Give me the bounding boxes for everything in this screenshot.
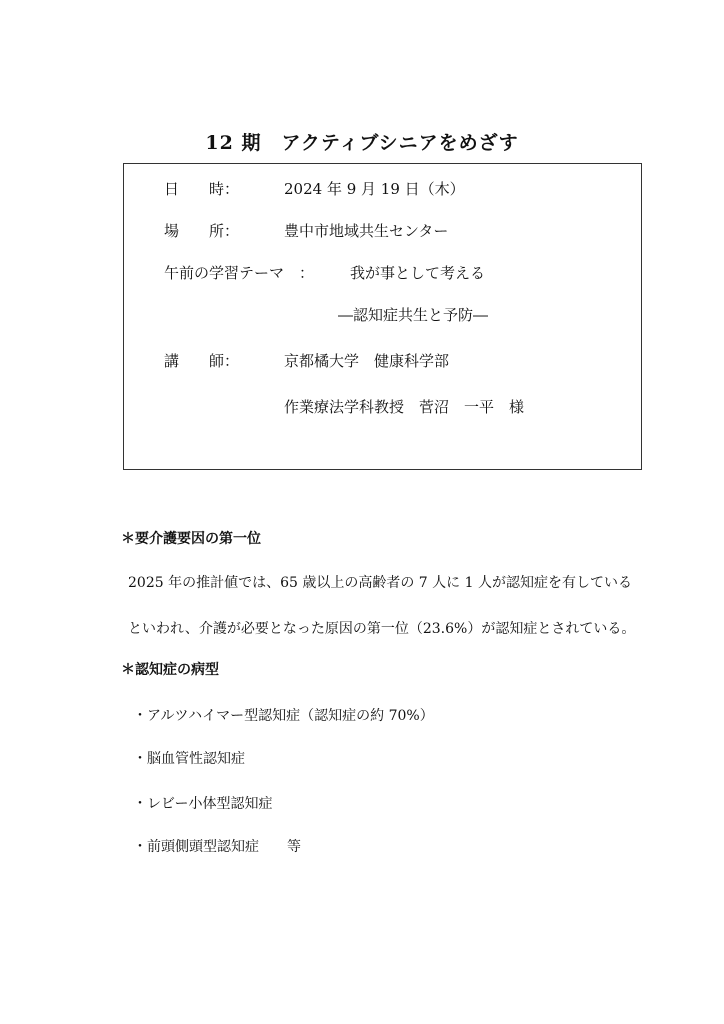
- theme-value: 我が事として考える: [350, 264, 486, 282]
- lecturer-affiliation: 京都橘大学 健康科学部: [284, 352, 450, 370]
- list-item: ・脳血管性認知症: [133, 751, 245, 767]
- list-item: ・前頭側頭型認知症 等: [133, 839, 301, 855]
- paragraph-line: といわれ、介護が必要となった原因の第一位（23.6%）が認知症とされている。: [128, 621, 636, 637]
- page-title: 12 期 アクティブシニアをめざす: [205, 132, 519, 154]
- lecturer-name: 作業療法学科教授 菅沼 一平 様: [284, 398, 525, 416]
- section-heading-care-cause: ＊要介護要因の第一位: [121, 531, 261, 547]
- list-item: ・レビー小体型認知症: [133, 796, 273, 812]
- paragraph-line: 2025 年の推計値では、65 歳以上の高齢者の 7 人に 1 人が認知症を有している: [128, 575, 632, 591]
- theme-label: 午前の学習テーマ ：: [164, 264, 315, 282]
- list-item: ・アルツハイマー型認知症（認知症の約 70%）: [133, 708, 434, 724]
- lecturer-label: 講 師：: [164, 352, 240, 370]
- date-label: 日 時：: [164, 180, 240, 198]
- date-value: 2024 年 9 月 19 日（木）: [284, 180, 465, 198]
- theme-subtitle: ―認知症共生と予防―: [338, 306, 489, 324]
- info-box: [123, 163, 642, 470]
- place-value: 豊中市地域共生センター: [284, 222, 449, 240]
- place-label: 場 所：: [164, 222, 240, 240]
- section-heading-dementia-types: ＊認知症の病型: [121, 662, 219, 678]
